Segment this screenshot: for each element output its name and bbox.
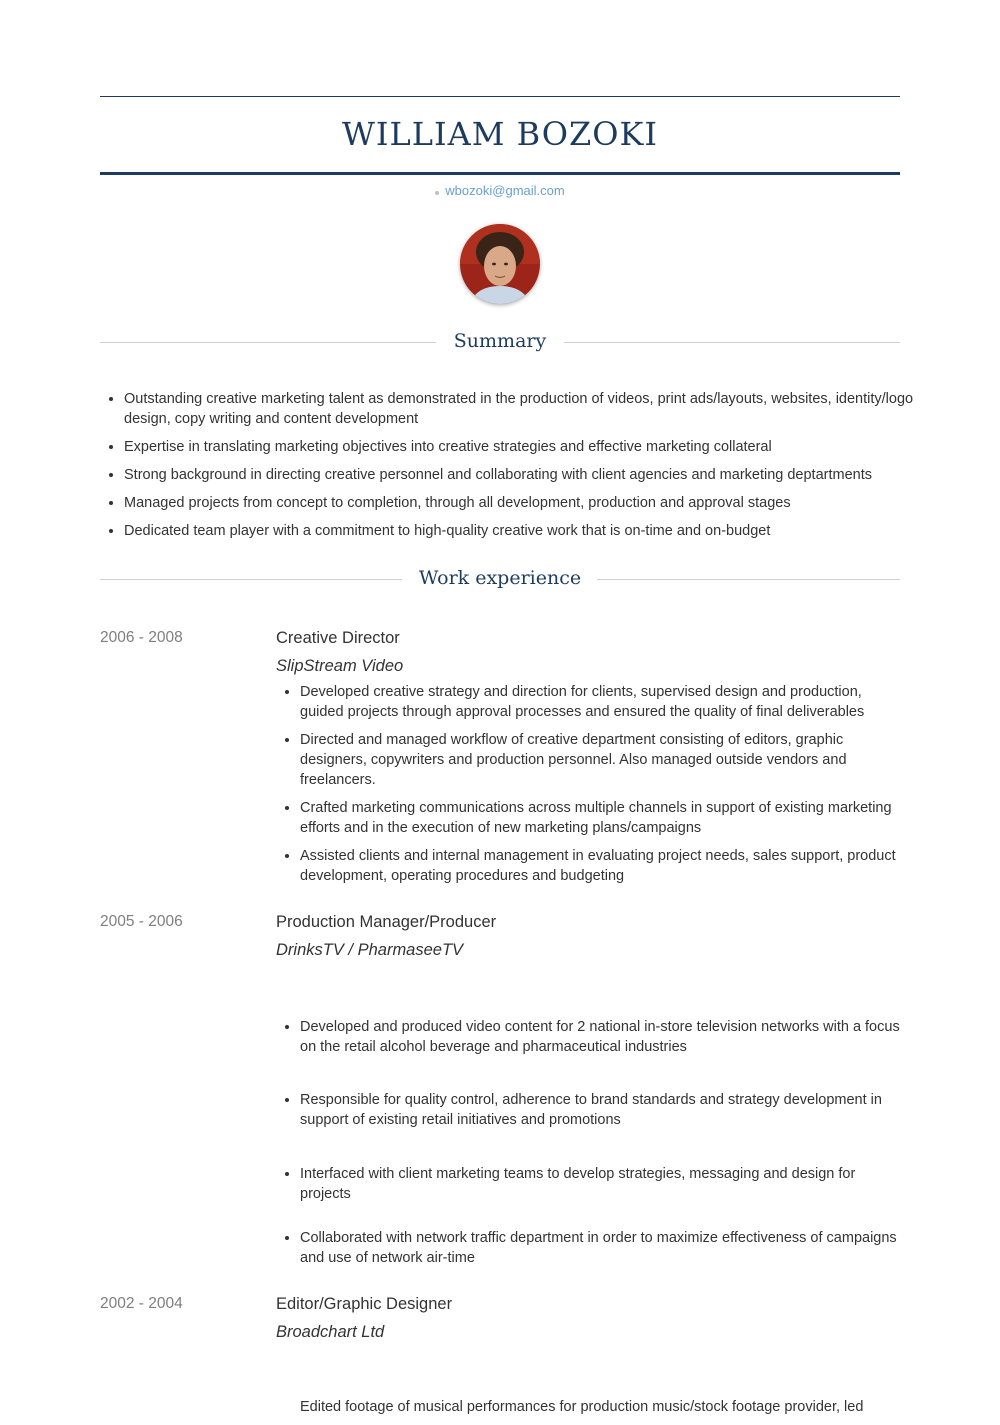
duty-item: • Edited footage of musical performances for production music/stock footage provider, led (300, 1397, 900, 1417)
candidate-name: WILLIAM BOZOKI (341, 115, 659, 153)
duty-item: • Assisted clients and internal management in evaluating project needs, sales support, product development, operating procedures and budgeting (300, 846, 900, 886)
duty-item: • Crafted marketing communications across multiple channels in support of existing marketing efforts and in the execution of new marketing plans/campaigns (300, 798, 900, 838)
divider (597, 579, 900, 580)
summary-item: • Dedicated team player with a commitment to high-quality creative work that is on-time and on-budget (124, 521, 914, 541)
duty-item: • Developed and produced video content for 2 national in-store television networks with a focus on the retail alcohol beverage and pharmaceutical industries (300, 1017, 900, 1057)
duty-item: • Interfaced with client marketing teams to develop strategies, messaging and design for projects (300, 1164, 900, 1204)
job-title: Editor/Graphic Designer (276, 1295, 453, 1313)
job-duties (276, 1017, 900, 1276)
job-duties (276, 1397, 900, 1425)
summary-list (100, 389, 914, 549)
job-company: SlipStream Video (276, 657, 404, 675)
work-section-header (100, 565, 900, 595)
duty-item: • Collaborated with network traffic department in order to maximize effectiveness of campaigns and use of network air-time (300, 1228, 900, 1268)
name-rule (100, 172, 900, 175)
duty-item: • Responsible for quality control, adherence to brand standards and strategy development in support of existing retail initiatives and promotions (300, 1090, 900, 1130)
summary-item: • Managed projects from concept to completion, through all development, production and approval stages (124, 493, 914, 513)
summary-heading: Summary (453, 330, 547, 352)
top-rule (100, 96, 900, 97)
summary-item: • Outstanding creative marketing talent as demonstrated in the production of videos, print ads/layouts, websites, identity/logo design, copy writing and content development (124, 389, 914, 429)
avatar (460, 224, 540, 304)
summary-item: • Strong background in directing creative personnel and collaborating with client agencies and marketing deptartments (124, 465, 914, 485)
job-duties (276, 682, 900, 894)
job-title: Production Manager/Producer (276, 913, 497, 931)
bullet-dot-icon (435, 191, 439, 195)
avatar-photo (460, 224, 540, 304)
job-dates: 2002 - 2004 (100, 1295, 183, 1312)
duty-item: • Developed creative strategy and direction for clients, supervised design and production, guided projects through approval processes and ensured the quality of final deliverables (300, 682, 900, 722)
job-company: DrinksTV / PharmaseeTV (276, 941, 464, 959)
contact-info (100, 181, 900, 201)
summary-item: • Expertise in translating marketing objectives into creative strategies and effective marketing collateral (124, 437, 914, 457)
job-dates: 2005 - 2006 (100, 913, 183, 930)
duty-item: • Directed and managed workflow of creative department consisting of editors, graphic designers, copywriters and production personnel. Also managed outside vendors and freelancers. (300, 730, 900, 790)
email-link[interactable]: wbozoki@gmail.com (445, 183, 565, 198)
job-company: Broadchart Ltd (276, 1323, 385, 1341)
job-title: Creative Director (276, 629, 400, 647)
divider (564, 342, 900, 343)
work-heading: Work experience (418, 567, 582, 589)
summary-section-header (100, 328, 900, 358)
job-dates: 2006 - 2008 (100, 629, 183, 646)
